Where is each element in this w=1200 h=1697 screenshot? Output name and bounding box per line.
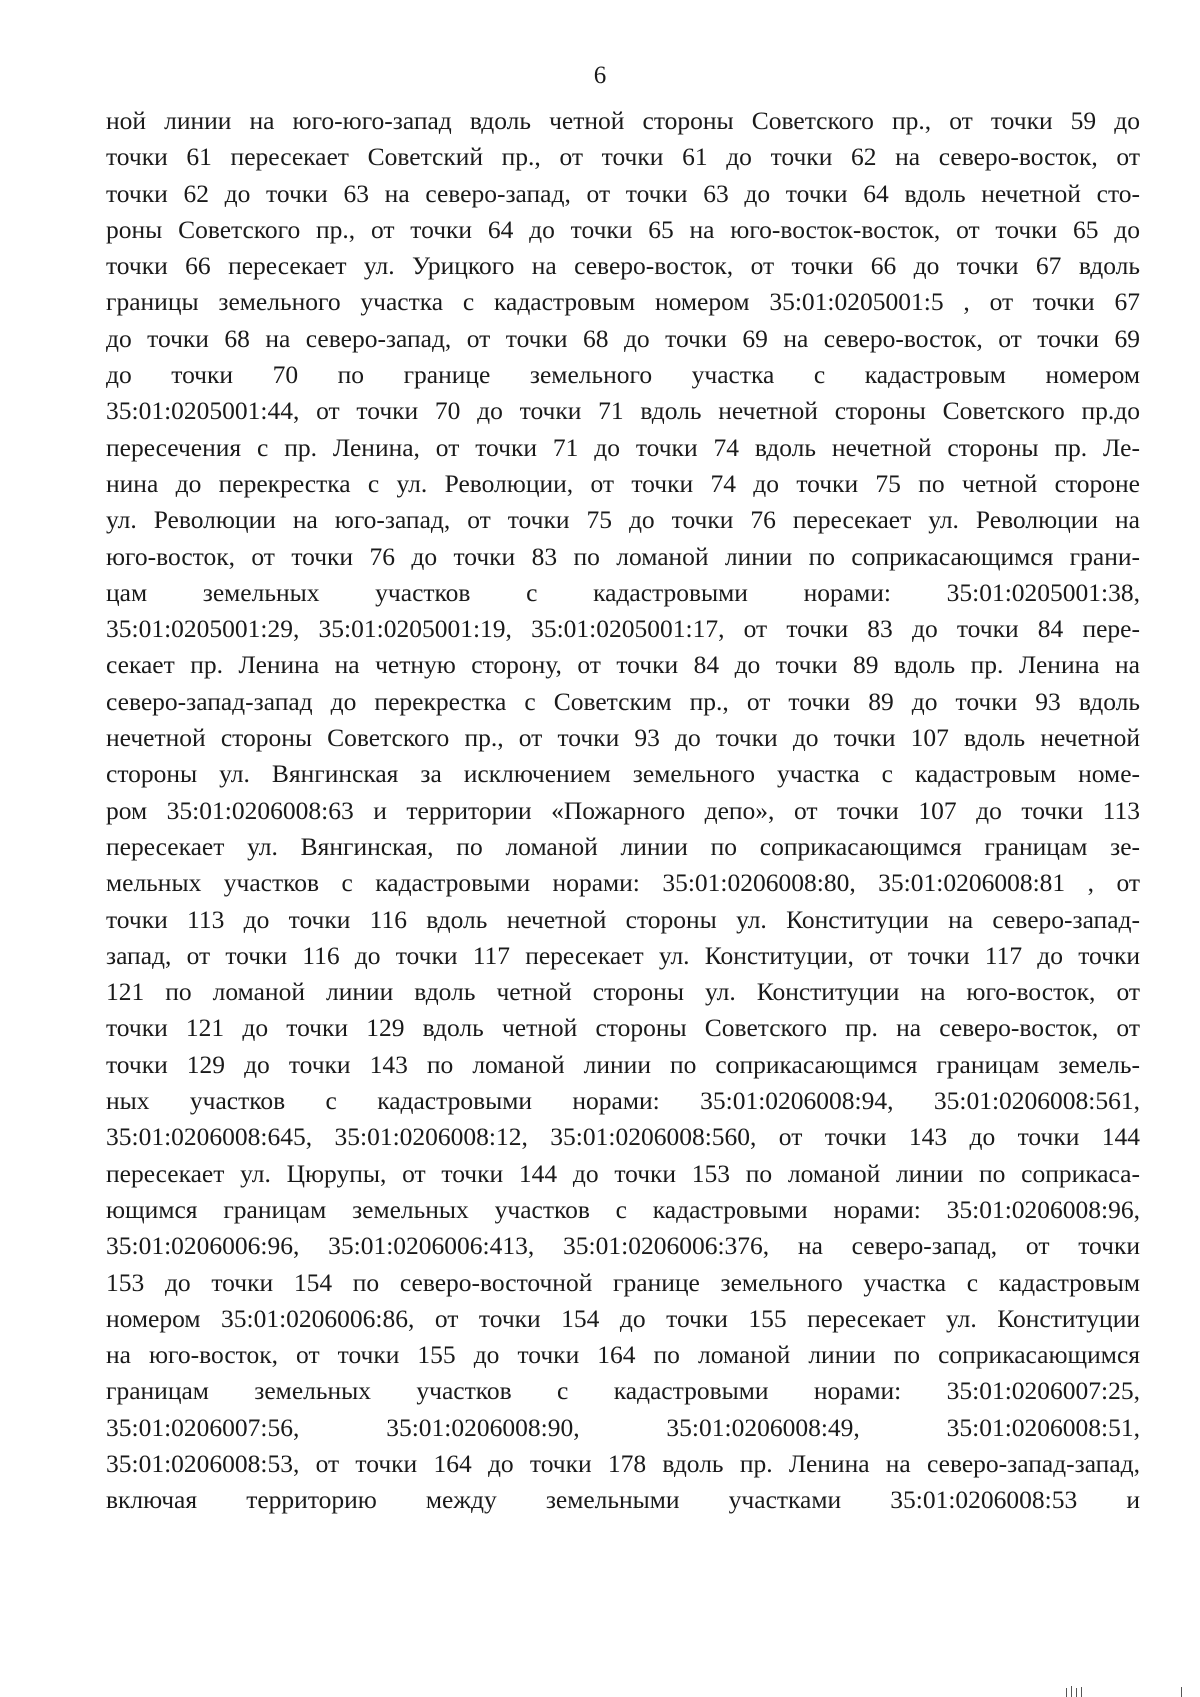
text-line: пересекает ул. Вянгинская, по ломаной линии по соприкасающимся границам зе-: [106, 831, 1140, 861]
text-line: номером 35:01:0206006:86, от точки 154 до точки 155 пересекает ул. Конституции: [106, 1303, 1140, 1333]
scan-mark: [1066, 1688, 1067, 1697]
text-line: 153 до точки 154 по северо-восточной границе земельного участка с кадастровым: [106, 1267, 1140, 1297]
text-line: ром 35:01:0206008:63 и территории «Пожарного депо», от точки 107 до точки 113: [106, 795, 1140, 825]
text-line: северо-запад-запад до перекрестка с Советским пр., от точки 89 до точки 93 вдоль: [106, 686, 1140, 716]
text-line: 35:01:0205001:29, 35:01:0205001:19, 35:01:0205001:17, от точки 83 до точки 84 пере-: [106, 614, 1140, 644]
text-line: на юго-восток, от точки 155 до точки 164 по ломаной линии по соприкасающимся: [106, 1340, 1140, 1370]
text-line: до точки 70 по границе земельного участка с кадастровым номером: [106, 360, 1140, 390]
body-text: [106, 103, 1140, 1519]
text-line: пересечения с пр. Ленина, от точки 71 до точки 74 вдоль нечетной стороны пр. Ле-: [106, 432, 1140, 462]
text-line: точки 66 пересекает ул. Урицкого на северо-восток, от точки 66 до точки 67 вдоль: [106, 251, 1140, 281]
text-line: запад, от точки 116 до точки 117 пересекает ул. Конституции, от точки 117 до точки: [106, 940, 1140, 970]
text-line: мельных участков с кадастровыми норами: 35:01:0206008:80, 35:01:0206008:81 , от: [106, 868, 1140, 898]
text-line: 35:01:0205001:44, от точки 70 до точки 71 вдоль нечетной стороны Советского пр.до: [106, 396, 1140, 426]
text-line: нина до перекрестка с ул. Революции, от точки 74 до точки 75 по четной стороне: [106, 468, 1140, 498]
text-line: точки 61 пересекает Советский пр., от точки 61 до точки 62 на северо-восток, от: [106, 142, 1140, 172]
text-line: включая территорию между земельными участками 35:01:0206008:53 и: [106, 1485, 1140, 1515]
text-line: 35:01:0206006:96, 35:01:0206006:413, 35:01:0206006:376, на северо-запад, от точки: [106, 1231, 1140, 1261]
scan-mark: [1081, 1687, 1082, 1697]
text-line: нечетной стороны Советского пр., от точки 93 до точки до точки 107 вдоль нечетной: [106, 723, 1140, 753]
page-number: 6: [593, 62, 607, 89]
text-line: 35:01:0206007:56, 35:01:0206008:90, 35:01:0206008:49, 35:01:0206008:51,: [106, 1412, 1140, 1442]
text-line: точки 113 до точки 116 вдоль нечетной стороны ул. Конституции на северо-запад-: [106, 904, 1140, 934]
text-line: 35:01:0206008:53, от точки 164 до точки 178 вдоль пр. Ленина на северо-запад-запад,: [106, 1448, 1140, 1478]
text-line: точки 121 до точки 129 вдоль четной стороны Советского пр. на северо-восток, от: [106, 1013, 1140, 1043]
text-line: пересекает ул. Цюрупы, от точки 144 до точки 153 по ломаной линии по соприкаса-: [106, 1158, 1140, 1188]
text-line: стороны ул. Вянгинская за исключением земельного участка с кадастровым номе-: [106, 759, 1140, 789]
text-line: ул. Революции на юго-запад, от точки 75 до точки 76 пересекает ул. Революции на: [106, 505, 1140, 535]
text-line: ющимся границам земельных участков с кадастровыми норами: 35:01:0206008:96,: [106, 1194, 1140, 1224]
text-line: цам земельных участков с кадастровыми норами: 35:01:0205001:38,: [106, 577, 1140, 607]
text-line: 121 по ломаной линии вдоль четной стороны ул. Конституции на юго-восток, от: [106, 977, 1140, 1007]
text-line: юго-восток, от точки 76 до точки 83 по ломаной линии по соприкасающимся грани-: [106, 541, 1140, 571]
text-line: 35:01:0206008:645, 35:01:0206008:12, 35:01:0206008:560, от точки 143 до точки 144: [106, 1122, 1140, 1152]
text-line: до точки 68 на северо-запад, от точки 68 до точки 69 на северо-восток, от точки 69: [106, 323, 1140, 353]
text-line: границы земельного участка с кадастровым номером 35:01:0205001:5 , от точки 67: [106, 287, 1140, 317]
text-line: точки 62 до точки 63 на северо-запад, от точки 63 до точки 64 вдоль нечетной сто-: [106, 178, 1140, 208]
text-line: точки 129 до точки 143 по ломаной линии по соприкасающимся границам земель-: [106, 1049, 1140, 1079]
scan-mark: [1181, 1687, 1182, 1697]
scan-mark: [1071, 1686, 1072, 1697]
text-line: секает пр. Ленина на четную сторону, от точки 84 до точки 89 вдоль пр. Ленина на: [106, 650, 1140, 680]
text-line: роны Советского пр., от точки 64 до точки 65 на юго-восток-восток, от точки 65 до: [106, 214, 1140, 244]
text-line: ной линии на юго-юго-запад вдоль четной стороны Советского пр., от точки 59 до: [106, 106, 1140, 135]
text-line: границам земельных участков с кадастровыми норами: 35:01:0206007:25,: [106, 1376, 1140, 1406]
text-line: ных участков с кадастровыми норами: 35:01:0206008:94, 35:01:0206008:561,: [106, 1086, 1140, 1116]
scan-mark: [1076, 1688, 1077, 1697]
